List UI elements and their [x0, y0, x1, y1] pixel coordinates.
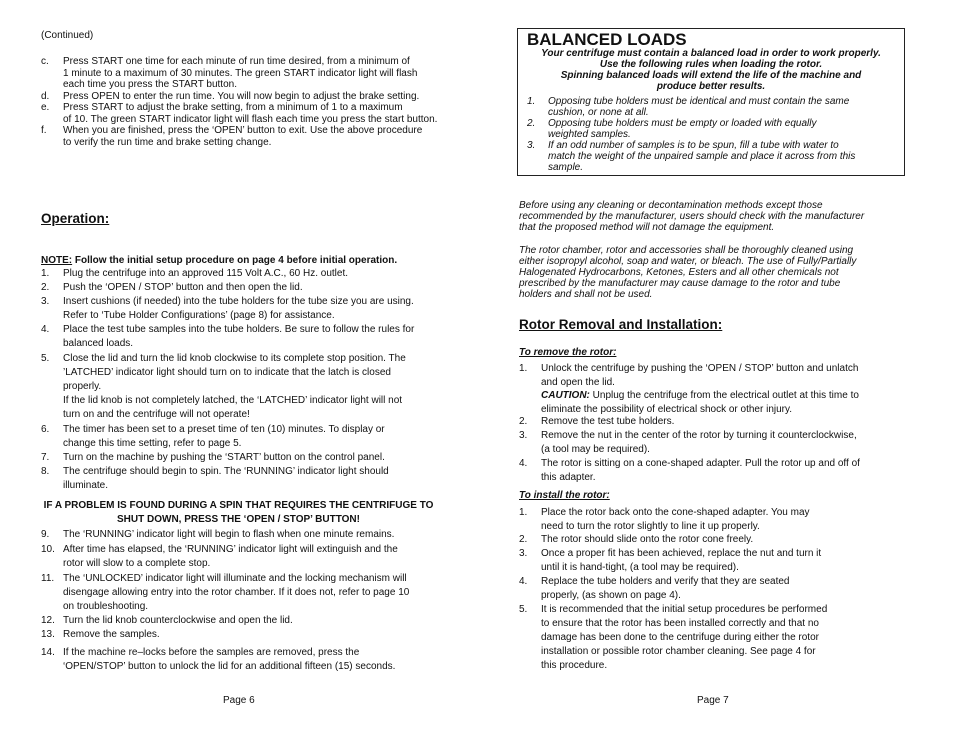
list-item-body [63, 267, 348, 281]
list-item-text-line: recommended by the manufacturer, users should check with the manufacturer [519, 211, 865, 222]
list-item-body [63, 528, 394, 542]
list-item-text-line: If an odd number of samples is to be spun, fill a tube with water to [548, 140, 839, 151]
continued-label: (Continued) [41, 30, 94, 41]
list-item-text-line: each time you press the START button. [63, 79, 237, 90]
list-item-text-line: The timer has been set to a preset time of ten (10) minutes. To display or [63, 424, 385, 435]
list-item-text-line: this adapter. [541, 471, 596, 483]
list-item-number: 5. [41, 353, 50, 364]
list-item-body [548, 140, 855, 173]
list-item-text-line: If the lid knob is not completely latched, the ‘LATCHED’ indicator light will not [63, 395, 403, 406]
list-item-text-line: eliminate the possibility of electrical shock or other injury. [541, 403, 793, 415]
list-item-body [548, 118, 817, 140]
list-item-number: 2. [519, 534, 528, 545]
note-text: Follow the initial setup procedure on page 4 before initial operation. [72, 255, 398, 266]
list-item-body [541, 603, 827, 673]
list-item-text-line: (a tool may be required). [541, 443, 650, 455]
list-item-number: 6. [41, 424, 50, 435]
list-item-text-line: to ensure that the rotor has been installed correctly and that no [541, 618, 819, 629]
list-item-text-line: that the proposed method will not damage the equipment. [519, 222, 775, 233]
list-item-body [541, 547, 821, 575]
list-item-number: 5. [519, 604, 528, 615]
list-item-body [63, 394, 402, 422]
list-item-text-line: Close the lid and turn the lid knob clockwise to its complete stop position. The [63, 353, 406, 364]
list-item-text-line: Press START one time for each minute of run time desired, from a minimum of [63, 56, 410, 67]
caution-label: CAUTION: [541, 390, 590, 401]
list-item-text-line: holders and shall not be used. [519, 289, 653, 300]
list-item-body [63, 543, 398, 571]
list-item-text-line: The rotor is sitting on a cone-shaped adapter. Pull the rotor up and off of [541, 458, 860, 469]
list-item-body [541, 389, 859, 416]
list-item-body [541, 575, 790, 603]
list-item-text-line: Turn on the machine by pushing the ‘START’ button on the control panel. [63, 452, 385, 463]
list-item-text-line: ’LATCHED’ indicator light should turn on to indicate that the latch is closed [63, 367, 391, 378]
list-item-text-line: and open the lid. [541, 376, 615, 388]
list-item-number: 2. [527, 118, 536, 129]
list-item-number: e. [41, 102, 50, 113]
list-item-number: 7. [41, 452, 50, 463]
list-item-body [63, 56, 417, 91]
list-item-text-line: Replace the tube holders and verify that they are seated [541, 576, 790, 587]
balanced-loads-title: BALANCED LOADS [527, 30, 687, 49]
list-item-text-line: The ‘UNLOCKED’ indicator light will illuminate and the locking mechanism will [63, 573, 407, 584]
list-item-body [63, 352, 406, 394]
rotor-heading: Rotor Removal and Installation: [519, 317, 723, 332]
caution-text: Unplug the centrifuge from the electrical outlet at this time to [589, 390, 859, 401]
list-item-text-line: Remove the samples. [63, 629, 160, 640]
list-item-number: 10. [41, 544, 55, 555]
list-item-text-line: either isopropyl alcohol, soap and water, or bleach. The use of Fully/Partially [519, 256, 857, 267]
list-item-text-line: Place the rotor back onto the cone-shaped adapter. You may [541, 507, 810, 518]
page-number-7: Page 7 [697, 695, 729, 706]
balanced-intro [517, 48, 905, 92]
list-item-text-line: until it is hand-tight, (a tool may be required). [541, 562, 739, 573]
list-item-body [63, 295, 414, 323]
list-item-number: 4. [519, 576, 528, 587]
list-item-number: 3. [519, 430, 528, 441]
list-item-number: 12. [41, 615, 55, 626]
balanced-intro-line: Use the following rules when loading the rotor. [599, 59, 823, 70]
list-item-number: 13. [41, 629, 55, 640]
list-item-text-line: When you are finished, press the ‘OPEN’ button to exit. Use the above procedure [63, 125, 423, 136]
list-item-text-line: 1 minute to a maximum of 30 minutes. The green START indicator light will flash [63, 67, 418, 79]
list-item-text-line: Turn the lid knob counterclockwise and open the lid. [63, 615, 293, 626]
list-item-number: d. [41, 90, 50, 102]
list-item-number: c. [41, 56, 49, 67]
list-item-text-line: to verify the run time and brake setting change. [63, 136, 272, 148]
list-item-text-line: properly, (as shown on page 4). [541, 590, 681, 601]
list-item-body [541, 415, 674, 429]
list-item-body [541, 429, 857, 456]
list-item-text-line: cushion, or none at all. [548, 107, 649, 118]
page-number-6: Page 6 [223, 695, 255, 706]
balanced-intro-line: Spinning balanced loads will extend the life of the machine and [560, 70, 862, 81]
list-item-number: 9. [41, 529, 50, 540]
list-item-number: 8. [41, 466, 50, 477]
list-item-body [63, 102, 437, 125]
list-item-text-line [541, 389, 859, 403]
list-item-text-line: Unlock the centrifuge by pushing the ‘OPEN / STOP’ button and unlatch [541, 363, 859, 374]
list-item-text-line: of 10. The green START indicator light will flash each time you press the start button. [63, 113, 438, 125]
list-item-text-line: damage has been done to the centrifuge during either the rotor [541, 632, 819, 643]
list-item-text-line: Press START to adjust the brake setting, from a minimum of 1 to a maximum [63, 102, 403, 113]
list-item-body [63, 91, 419, 103]
remove-rotor-heading: To remove the rotor: [519, 347, 617, 358]
list-item-number: 11. [41, 573, 55, 584]
list-item-number: 3. [519, 548, 528, 559]
list-item-text-line: rotor will slow to a complete stop. [63, 558, 211, 569]
list-item-number: 3. [527, 140, 536, 151]
balanced-intro-line: Your centrifuge must contain a balanced load in order to work properly. [541, 48, 881, 59]
list-item-text-line: Remove the nut in the center of the rotor by turning it counterclockwise, [541, 430, 857, 441]
list-item-number: 4. [41, 324, 50, 335]
list-item-text-line: on troubleshooting. [63, 601, 149, 612]
list-item-text-line: It is recommended that the initial setup procedures be performed [541, 604, 828, 615]
list-item-text-line: Opposing tube holders must be empty or loaded with equally [548, 118, 817, 129]
list-item-text-line: The rotor chamber, rotor and accessories shall be thoroughly cleaned using [519, 245, 854, 256]
list-item-text-line: Insert cushions (if needed) into the tube holders for the tube size you are using. [63, 296, 414, 307]
list-item-text-line: ‘OPEN/STOP’ button to unlock the lid for an additional fifteen (15) seconds. [63, 661, 396, 672]
list-item-text-line: If the machine re–locks before the samples are removed, press the [63, 647, 360, 658]
list-item-text-line: The centrifuge should begin to spin. The ‘RUNNING’ indicator light should [63, 466, 389, 477]
list-item-text-line: properly. [63, 381, 102, 392]
list-item-body [63, 323, 414, 351]
list-item-body [541, 362, 858, 389]
list-item-body [541, 533, 753, 547]
list-item-number: 1. [519, 507, 528, 518]
list-item-body [63, 614, 293, 628]
list-item-text-line: Halogenated Hydrocarbons, Ketones, Esters and all other chemicals not [519, 267, 839, 278]
list-item-text-line: disengage allowing entry into the rotor chamber. If it does not, refer to page 10 [63, 587, 410, 598]
list-item-number: 2. [41, 282, 50, 293]
list-item-number: 1. [519, 363, 528, 374]
list-item-text-line: installation or possible rotor chamber cleaning. See page 4 for [541, 646, 816, 657]
list-item-body [63, 465, 389, 493]
list-item-text-line: The ‘RUNNING’ indicator light will begin to flash when one minute remains. [63, 529, 395, 540]
list-item-body [63, 628, 160, 642]
list-item-number: 3. [41, 296, 50, 307]
list-item-text-line: illuminate. [63, 480, 109, 491]
list-item-text-line: Refer to ‘Tube Holder Configurations’ (page 8) for assistance. [63, 310, 335, 321]
operation-heading: Operation: [41, 211, 110, 226]
list-item-body [63, 423, 385, 451]
list-item-text-line: sample. [548, 162, 584, 173]
list-item-text-line: Once a proper fit has been achieved, replace the nut and turn it [541, 548, 822, 559]
list-item-text-line: balanced loads. [63, 338, 134, 349]
list-item-text-line: Place the test tube samples into the tube holders. Be sure to follow the rules for [63, 324, 415, 335]
list-item-number: 1. [41, 268, 50, 279]
list-item-body [63, 572, 409, 614]
list-item-number: 2. [519, 416, 528, 427]
list-item-body [541, 457, 860, 484]
note-label: NOTE: [41, 255, 73, 266]
list-item-body [63, 281, 303, 295]
note-line [41, 255, 397, 267]
list-item-text-line: Opposing tube holders must be identical and must contain the same [548, 96, 850, 107]
list-item-number: 4. [519, 458, 528, 469]
list-item-number: f. [41, 125, 47, 136]
list-item-text-line: change this time setting, refer to page 5. [63, 438, 242, 449]
list-item-number: 1. [527, 96, 536, 107]
list-item-body [541, 506, 810, 534]
list-item-number: 14. [41, 647, 55, 658]
warning-line-2: SHUT DOWN, PRESS THE ‘OPEN / STOP’ BUTTON! [117, 514, 360, 525]
list-item-text-line: turn on and the centrifuge will not operate! [63, 409, 250, 420]
list-item-text-line: Remove the test tube holders. [541, 416, 675, 427]
list-item-body [63, 125, 422, 148]
list-item-text-line: need to turn the rotor slightly to line it up properly. [541, 521, 760, 532]
warning-block [30, 500, 447, 525]
warning-line-1: IF A PROBLEM IS FOUND DURING A SPIN THAT REQUIRES THE CENTRIFUGE TO [43, 500, 434, 511]
install-rotor-heading: To install the rotor: [519, 490, 610, 501]
list-item-body [548, 96, 849, 118]
list-item-body [63, 451, 385, 465]
list-item-text-line: prescribed by the manufacturer may cause damage to the rotor and tube [519, 278, 841, 289]
list-item-text-line: Plug the centrifuge into an approved 115 Volt A.C., 60 Hz. outlet. [63, 268, 348, 279]
list-item-text-line: weighted samples. [548, 129, 631, 140]
list-item-text-line: match the weight of the unpaired sample and place it across from this [548, 151, 856, 162]
balanced-intro-line: produce better results. [656, 81, 766, 92]
list-item-text-line: Before using any cleaning or decontamination methods except those [519, 200, 823, 211]
list-item-text-line: The rotor should slide onto the rotor cone freely. [541, 534, 754, 545]
list-item-text-line: Press OPEN to enter the run time. You will now begin to adjust the brake setting. [63, 90, 420, 102]
list-item-body [63, 646, 395, 674]
list-item-text-line: this procedure. [541, 660, 608, 671]
list-item-text-line: After time has elapsed, the ‘RUNNING’ indicator light will extinguish and the [63, 544, 398, 555]
list-item-text-line: Push the ‘OPEN / STOP’ button and then open the lid. [63, 282, 303, 293]
